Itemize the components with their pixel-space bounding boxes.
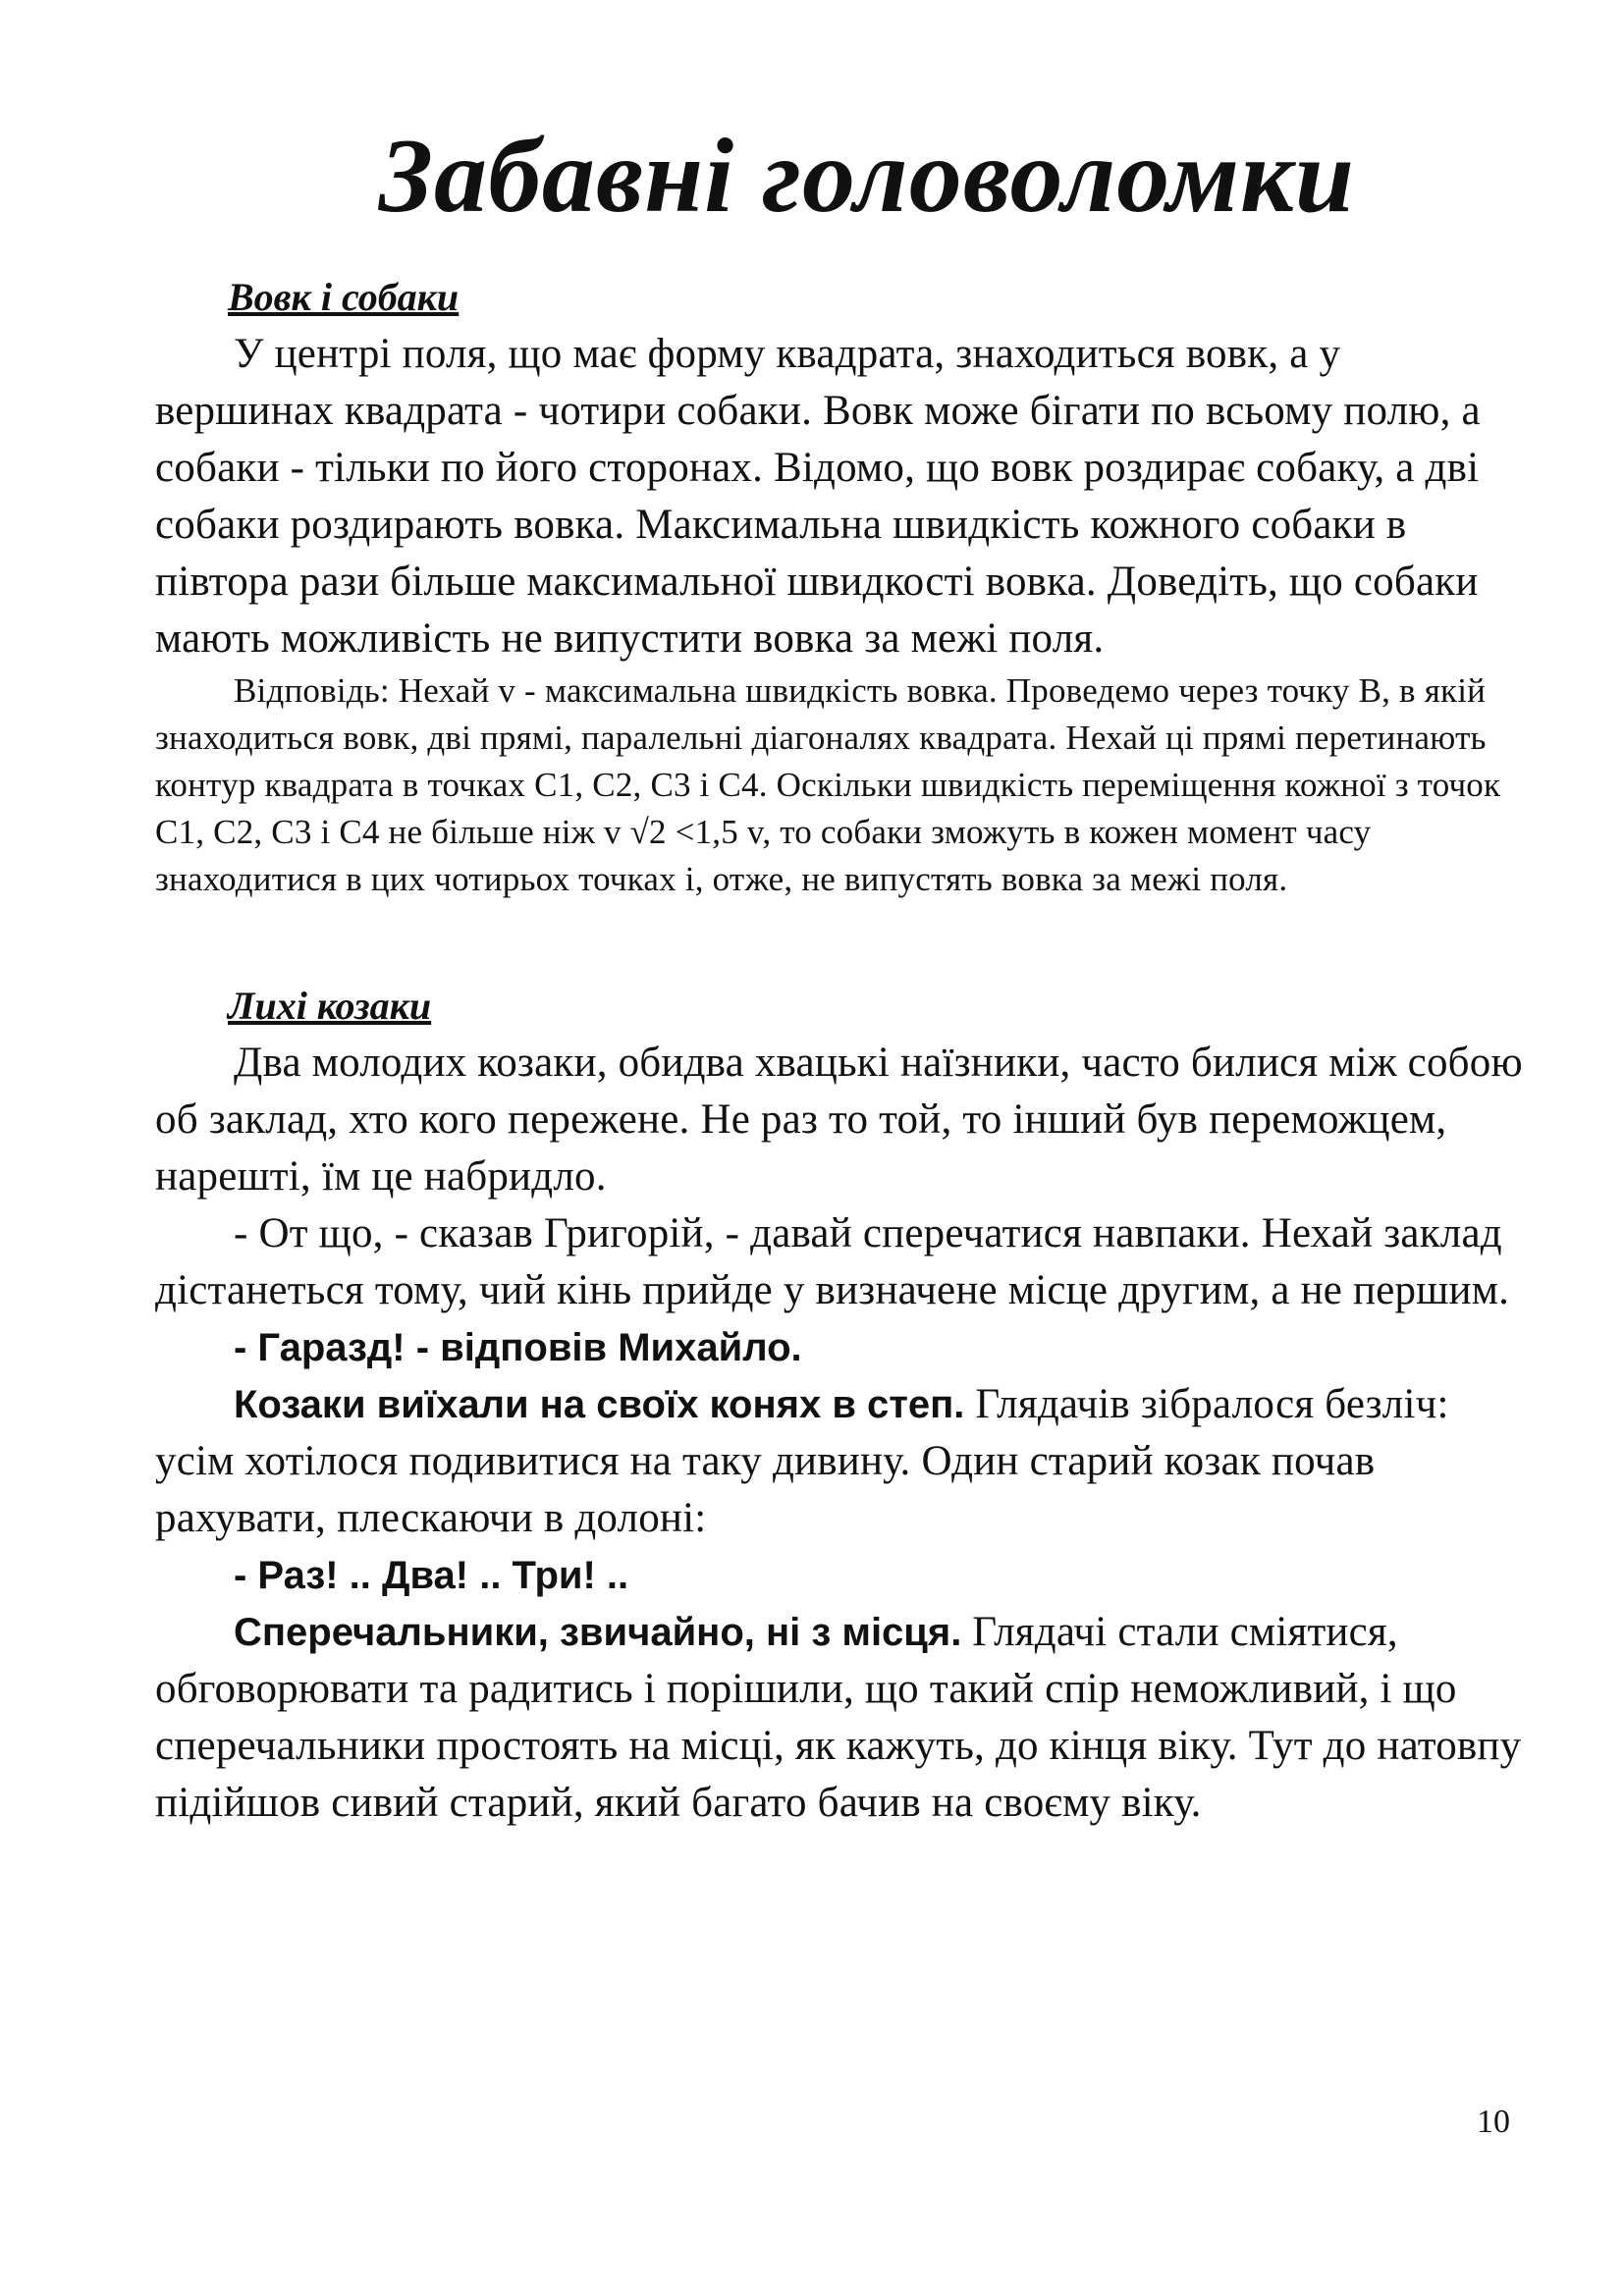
cossacks-reply: - Гаразд! - відповів Михайло.	[234, 1326, 802, 1370]
cossacks-departure: Козаки виїхали на своїх конях в степ.	[234, 1383, 965, 1427]
page-number: 10	[1477, 2104, 1510, 2140]
wolf-problem-text: У центрі поля, що має форму квадрата, знаходиться вовк, а у вершинах квадрата - чотири собаки. Вовк може бігати по всьому полю, а собаки - тільки по його сторонах. Відомо, що вовк роздирає собаку, а дві собаки роздирають вовка. Максимальна швидкість кожного собаки в півтора рази більше максимальної швидкості вовка. Доведіть, що собаки мають можливість не випустити вовка за межі поля.	[155, 331, 1481, 663]
cossacks-paragraph-4-rest: Глядачів зібралося безліч: усім хотілося подивитися на таку дивину. Один старий козак почав рахувати, плескаючи в долоні:	[155, 1381, 1449, 1542]
cossacks-paragraph-5	[155, 1547, 1530, 1604]
cossacks-standstill: Сперечальники, звичайно, ні з місця.	[234, 1611, 962, 1655]
section-heading-wolf: Вовк і собаки	[228, 275, 460, 320]
cossacks-paragraph-6-rest: Глядачі стали сміятися, обговорювати та радитись і порішили, що такий спір неможливий, і що сперечальники простоять на місці, як кажуть, до кінця віку. Тут до натовпу підійшов сивий старий, який багато бачив на своєму віку.	[155, 1609, 1522, 1827]
spacer	[155, 903, 1530, 978]
cossacks-paragraph-3	[155, 1319, 1530, 1376]
cossacks-paragraph-1: Два молодих козаки, обидва хвацькі наїзники, часто билися між собою об заклад, хто кого пережене. Не раз то той, то інший був переможцем, нарешті, їм це набридло.	[155, 1040, 1523, 1201]
cossacks-count: - Раз! .. Два! .. Три! ..	[234, 1554, 629, 1598]
page-content	[155, 108, 1530, 1832]
cossacks-paragraph-2: - От що, - сказав Григорій, - давай сперечатися навпаки. Нехай заклад дістанеться тому, чий кінь прийде у визначене місце другим, а не першим.	[155, 1210, 1510, 1314]
wolf-answer-text: Відповідь: Нехай v - максимальна швидкість вовка. Проведемо через точку B, в якій знаходиться вовк, дві прямі, паралельні діагоналях квадрата. Нехай ці прямі перетинають контур квадрата в точках C1, C2, C3 і C4. Оскільки швидкість переміщення кожної з точок C1, C2, C3 і C4 не більше ніж v √2 <1,5 v, то собаки зможуть в кожен момент часу знаходитися в цих чотирьох точках і, отже, не випустять вовка за межі поля.	[155, 671, 1501, 899]
section-heading-cossacks: Лихі козаки	[228, 984, 432, 1029]
cossacks-paragraph-6	[155, 1604, 1530, 1832]
page-title: Забавні головоломки	[379, 118, 1355, 235]
spacer	[155, 245, 1530, 269]
cossacks-paragraph-4	[155, 1376, 1530, 1547]
